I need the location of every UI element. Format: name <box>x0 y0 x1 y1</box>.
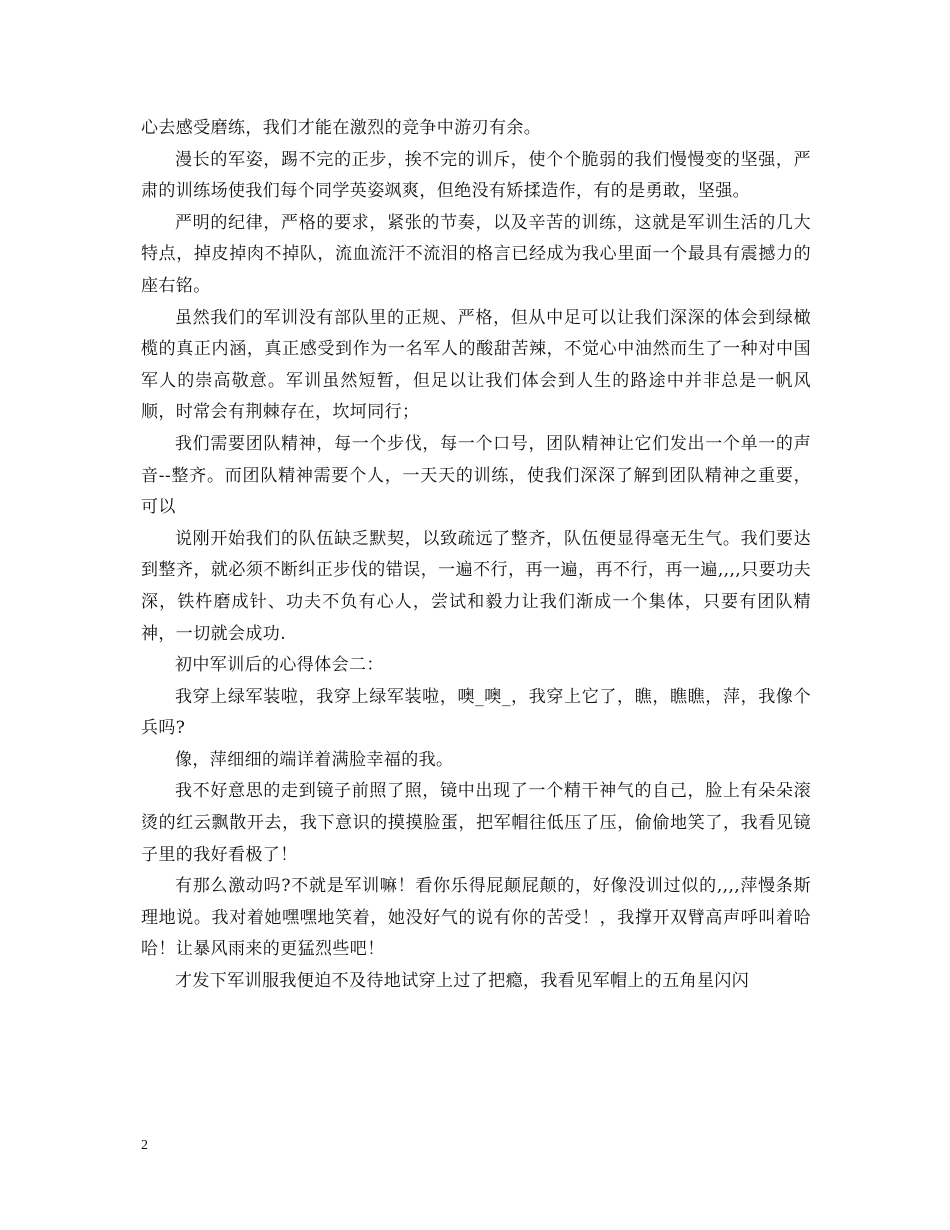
paragraph: 严明的纪律，严格的要求，紧张的节奏，以及辛苦的训练，这就是军训生活的几大特点，掉皮掉肉不掉队，流血流汗不流泪的格言已经成为我心里面一个最具有震撼力的座右铭。 <box>141 212 811 296</box>
section-heading: 初中军训后的心得体会二： <box>175 655 384 676</box>
paragraph: 说刚开始我们的队伍缺乏默契，以致疏远了整齐，队伍便显得毫无生气。我们要达到整齐，就必须不断纠正步伐的错误，一遍不行，再一遍，再不行，再一遍,,,,只要功夫深，铁杵磨成针、功夫不负有心人，尝试和毅力让我们渐成一个集体，只要有团队精神，一切就会成功. <box>141 528 811 644</box>
paragraph: 有那么激动吗?不就是军训嘛！看你乐得屁颠屁颠的，好像没训过似的,,,,萍慢条斯理地说。我对着她嘿嘿地笑着，她没好气的说有你的苦受！，我撑开双臂高声呼叫着哈哈！让暴风雨来的更猛烈些吧！ <box>141 876 811 960</box>
paragraph: 我不好意思的走到镜子前照了照，镜中出现了一个精干神气的自己，脸上有朵朵滚烫的红云飘散开去，我下意识的摸摸脸蛋，把军帽往低压了压，偷偷地笑了，我看见镜子里的我好看极了！ <box>141 781 811 865</box>
page-number: 2 <box>141 1138 148 1153</box>
paragraph: 我们需要团队精神，每一个步伐，每一个口号，团队精神让它们发出一个单一的声音--整齐。而团队精神需要个人，一天天的训练，使我们深深了解到团队精神之重要，可以 <box>141 433 811 518</box>
paragraph: 虽然我们的军训没有部队里的正规、严格，但从中足可以让我们深深的体会到绿橄榄的真正内涵，真正感受到作为一名军人的酸甜苦辣，不觉心中油然而生了一种对中国军人的崇高敬意。军训虽然短暂，但足以让我们体会到人生的路途中并非总是一帆风顺，时常会有荆棘存在，坎坷同行； <box>141 307 811 423</box>
paragraph: 像，萍细细的端详着满脸幸福的我。 <box>175 749 454 770</box>
paragraph-continuation: 心去感受磨练，我们才能在激烈的竞争中游刃有余。 <box>141 118 542 138</box>
paragraph: 漫长的军姿，踢不完的正步，挨不完的训斥，使个个脆弱的我们慢慢变的坚强，严肃的训练场使我们每个同学英姿飒爽，但绝没有矫揉造作，有的是勇敢，坚强。 <box>141 149 811 202</box>
paragraph: 我穿上绿军装啦，我穿上绿军装啦，噢_噢_，我穿上它了，瞧，瞧瞧，萍，我像个兵吗? <box>141 686 811 739</box>
document-body <box>141 113 811 998</box>
paragraph: 才发下军训服我便迫不及待地试穿上过了把瘾，我看见军帽上的五角星闪闪 <box>175 971 750 992</box>
